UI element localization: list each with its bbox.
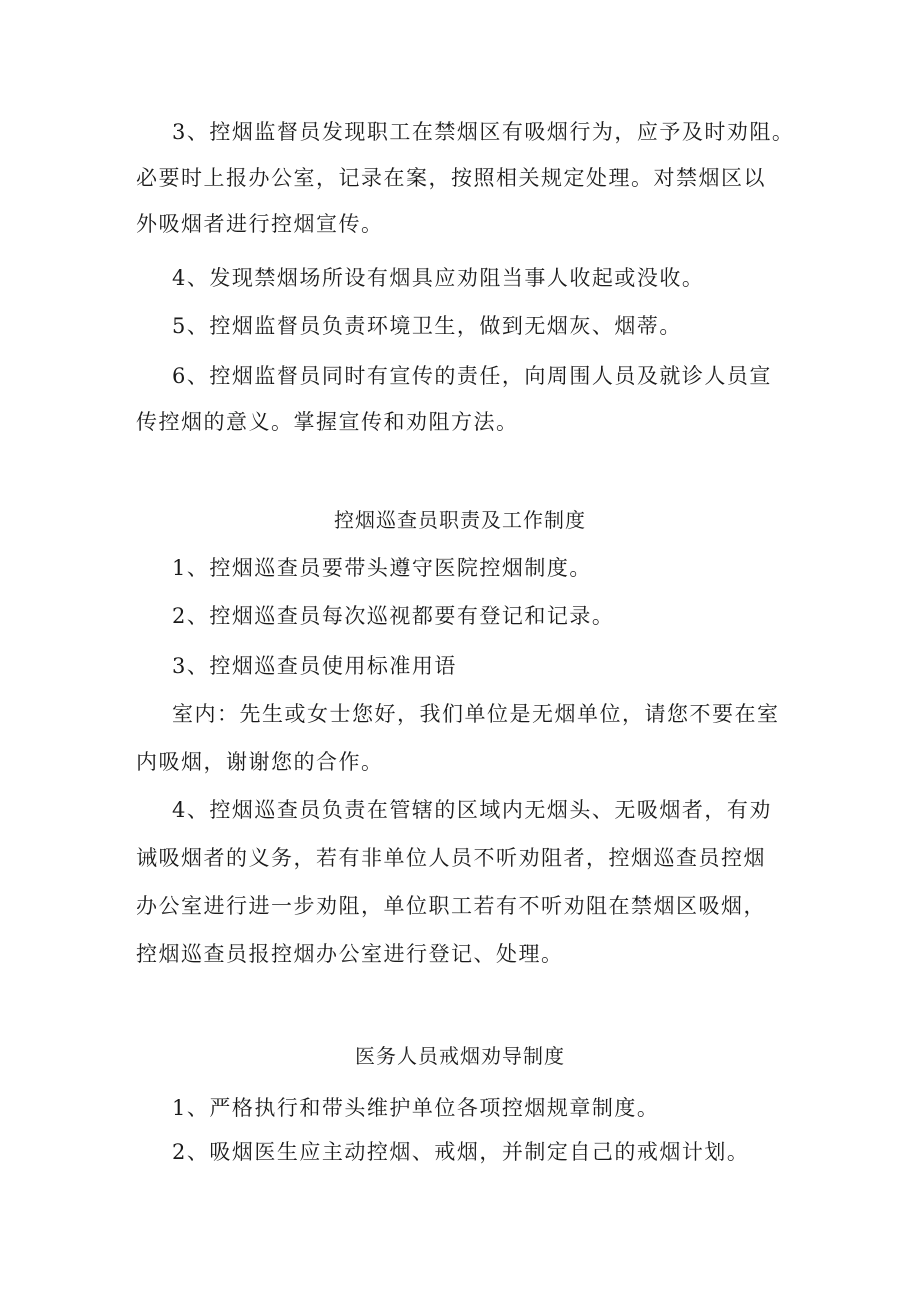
paragraph-line: 外吸烟者进行控烟宣传。 xyxy=(136,212,384,236)
paragraph-line: 1、控烟巡查员要带头遵守医院控烟制度。 xyxy=(172,556,592,580)
paragraph-line: 5、控烟监督员负责环境卫生，做到无烟灰、烟蒂。 xyxy=(172,314,682,338)
paragraph-line: 内吸烟，谢谢您的合作。 xyxy=(136,750,384,774)
paragraph-line: 6、控烟监督员同时有宣传的责任，向周围人员及就诊人员宣 xyxy=(172,364,772,388)
paragraph-line: 办公室进行进一步劝阻，单位职工若有不听劝阻在禁烟区吸烟， xyxy=(136,894,766,918)
section-title-staff: 医务人员戒烟劝导制度 xyxy=(355,1044,565,1068)
paragraph-line: 3、控烟巡查员使用标准用语 xyxy=(172,654,457,678)
paragraph-line: 室内：先生或女士您好，我们单位是无烟单位，请您不要在室 xyxy=(172,702,780,726)
paragraph-line: 1、严格执行和带头维护单位各项控烟规章制度。 xyxy=(172,1096,660,1120)
section-title-patrol: 控烟巡查员职责及工作制度 xyxy=(334,508,586,532)
paragraph-line: 3、控烟监督员发现职工在禁烟区有吸烟行为，应予及时劝阻。 xyxy=(172,120,795,144)
paragraph-line: 2、控烟巡查员每次巡视都要有登记和记录。 xyxy=(172,604,615,628)
paragraph-line: 控烟巡查员报控烟办公室进行登记、处理。 xyxy=(136,942,564,966)
paragraph-line: 2、吸烟医生应主动控烟、戒烟，并制定自己的戒烟计划。 xyxy=(172,1140,750,1164)
paragraph-line: 诫吸烟者的义务，若有非单位人员不听劝阻者，控烟巡查员控烟 xyxy=(136,846,766,870)
paragraph-line: 必要时上报办公室，记录在案，按照相关规定处理。对禁烟区以 xyxy=(136,166,766,190)
paragraph-line: 4、发现禁烟场所设有烟具应劝阻当事人收起或没收。 xyxy=(172,266,705,290)
paragraph-line: 传控烟的意义。掌握宣传和劝阻方法。 xyxy=(136,410,519,434)
paragraph-line: 4、控烟巡查员负责在管辖的区域内无烟头、无吸烟者，有劝 xyxy=(172,798,772,822)
